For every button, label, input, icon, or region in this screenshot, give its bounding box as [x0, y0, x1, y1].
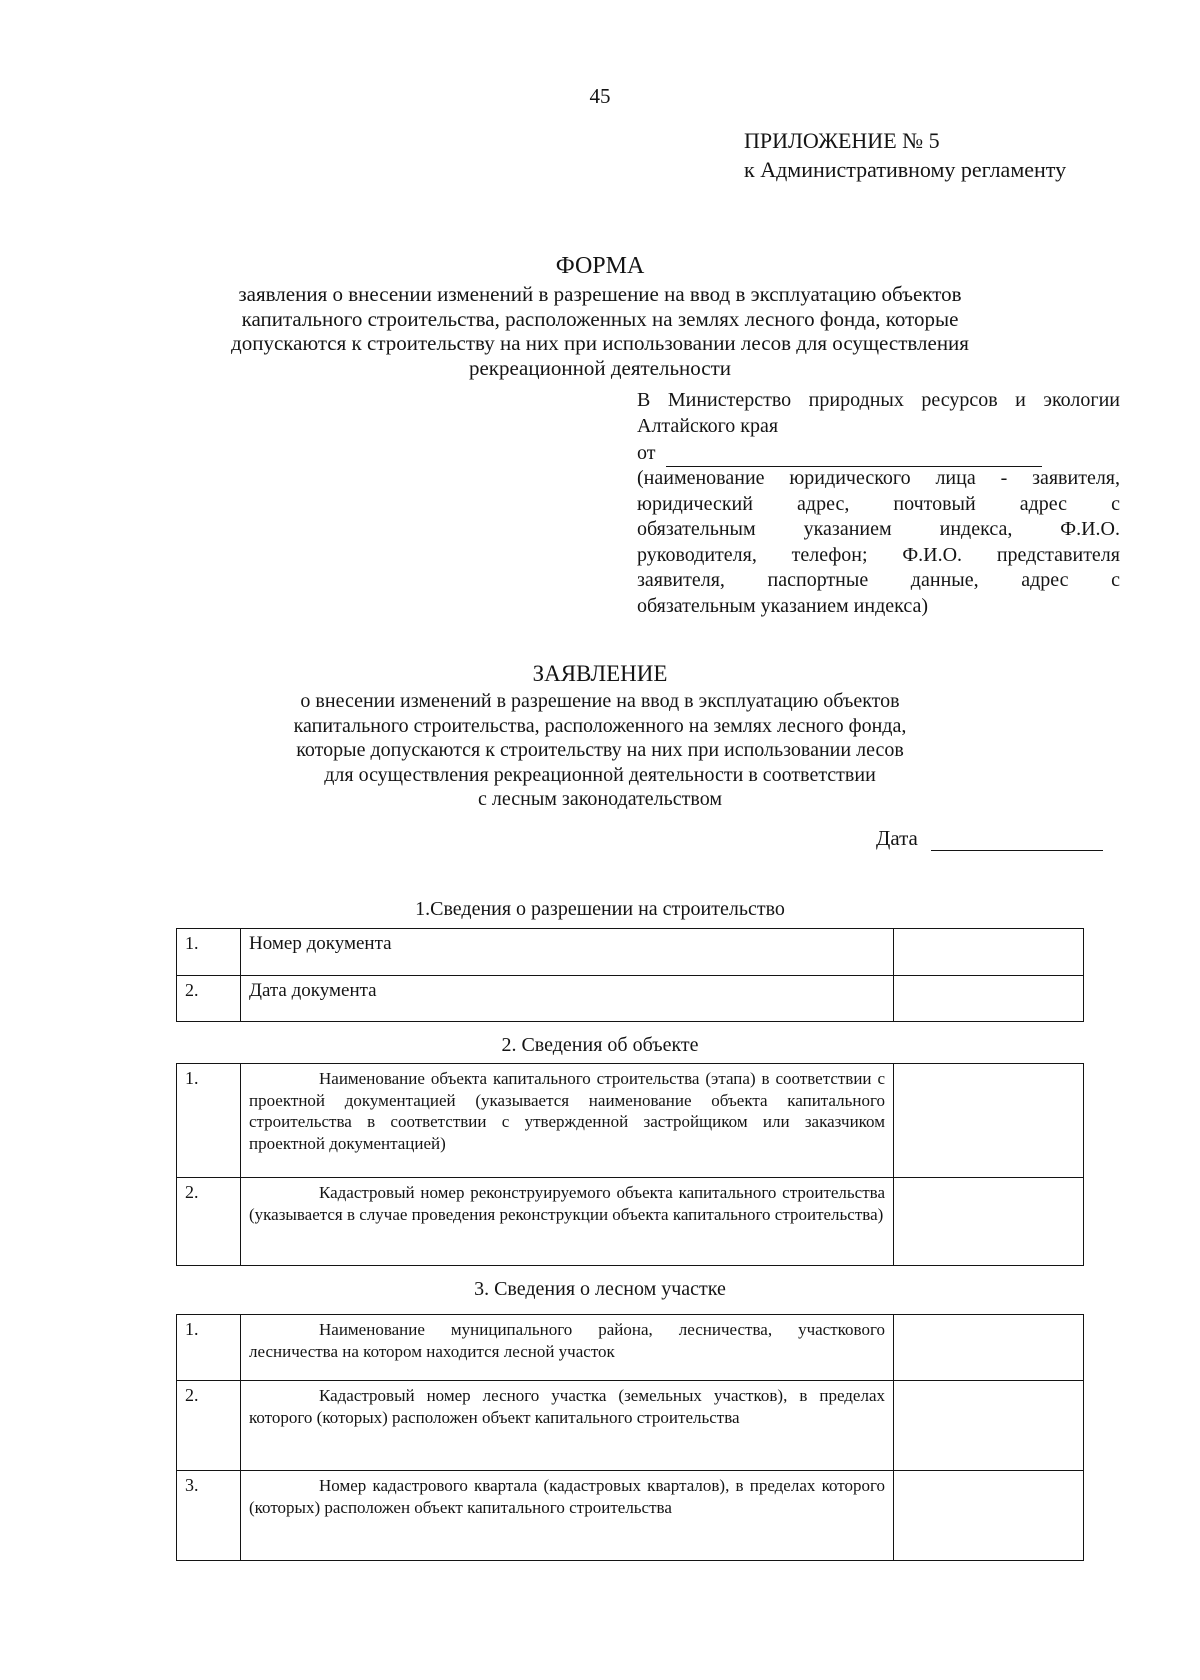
addressee-block [637, 388, 1120, 439]
date-field[interactable] [931, 830, 1103, 851]
row-value-cell[interactable] [894, 929, 1084, 976]
form-description-line: допускаются к строительству на них при использовании лесов для осуществления [231, 331, 969, 355]
row-label: Наименование объекта капитального строительства (этапа) в соответствии с проектной документацией (указывается наименование объекта капитального строительства в соответствии с утвержденной застройщиком или заказчиком проектной документацией) [241, 1064, 894, 1178]
section-2-table [176, 1063, 1084, 1266]
section-3-table [176, 1314, 1084, 1561]
application-description [0, 689, 1200, 812]
form-description-line: рекреационной деятельности [468, 355, 732, 380]
note-line: заявителя, паспортные данные, адрес с [637, 569, 1120, 591]
row-value-cell[interactable] [894, 1315, 1084, 1381]
form-description-line: заявления о внесении изменений в разрешение на ввод в эксплуатацию объектов [238, 282, 962, 306]
row-label: Номер документа [241, 929, 894, 976]
table-row [177, 1315, 1084, 1381]
section-1-table [176, 928, 1084, 1022]
row-number: 1. [177, 929, 241, 976]
appendix-title: ПРИЛОЖЕНИЕ № 5 [744, 128, 940, 153]
table-row [177, 976, 1084, 1022]
row-value-cell[interactable] [894, 1471, 1084, 1561]
application-description-line: капитального строительства, расположенного на землях лесного фонда, [293, 714, 907, 737]
note-line: юридический адрес, почтовый адрес с [637, 492, 1120, 515]
row-number: 2. [177, 1381, 241, 1471]
form-description [0, 282, 1200, 380]
row-value-cell[interactable] [894, 976, 1084, 1022]
addressee-line: Алтайского края [637, 414, 779, 437]
note-line: руководителя, телефон; Ф.И.О. представителя [637, 543, 1120, 566]
table-row [177, 1178, 1084, 1266]
appendix-subtitle: к Административному регламенту [744, 157, 1067, 182]
row-label: Кадастровый номер реконструируемого объекта капитального строительства (указывается в случае проведения реконструкции объекта капитального строительства) [241, 1178, 894, 1266]
application-heading: ЗАЯВЛЕНИЕ [532, 661, 668, 686]
row-number: 2. [177, 976, 241, 1022]
row-label: Номер кадастрового квартала (кадастровых кварталов), в пределах которого (которых) расположен объект капитального строительства [241, 1471, 894, 1561]
form-heading: ФОРМА [555, 253, 645, 279]
application-description-line: с лесным законодательством [478, 788, 722, 810]
note-line: обязательным указанием индекса) [637, 594, 928, 617]
from-field[interactable] [666, 446, 1042, 467]
addressee-line: В Министерство природных ресурсов и экологии [637, 389, 1120, 411]
application-description-line: которые допускаются к строительству на них при использовании лесов [296, 739, 904, 761]
section-3-title: 3. Сведения о лесном участке [474, 1278, 726, 1300]
row-value-cell[interactable] [894, 1064, 1084, 1178]
from-row [637, 441, 1120, 467]
note-line: (наименование юридического лица - заявителя, [637, 467, 1120, 489]
form-description-line: капитального строительства, расположенных на землях лесного фонда, которые [241, 306, 959, 331]
row-number: 3. [177, 1471, 241, 1561]
row-label: Дата документа [241, 976, 894, 1022]
row-number: 1. [177, 1315, 241, 1381]
table-row [177, 1471, 1084, 1561]
section-1-title: 1.Сведения о разрешении на строительство [415, 898, 785, 920]
table-row [177, 1381, 1084, 1471]
from-label: от [637, 442, 656, 464]
date-label: Дата [876, 826, 918, 850]
row-label: Наименование муниципального района, лесничества, участкового лесничества на котором находится лесной участок [241, 1315, 894, 1381]
application-description-line: для осуществления рекреационной деятельности в соответствии [324, 763, 876, 786]
applicant-details-note [637, 466, 1120, 619]
page-number: 45 [589, 84, 611, 108]
row-label: Кадастровый номер лесного участка (земельных участков), в пределах которого (которых) расположен объект капитального строительства [241, 1381, 894, 1471]
row-number: 2. [177, 1178, 241, 1266]
note-line: обязательным указанием индекса, Ф.И.О. [637, 518, 1120, 540]
section-2-title: 2. Сведения об объекте [501, 1034, 699, 1056]
table-row [177, 1064, 1084, 1178]
row-value-cell[interactable] [894, 1178, 1084, 1266]
table-row [177, 929, 1084, 976]
row-value-cell[interactable] [894, 1381, 1084, 1471]
row-number: 1. [177, 1064, 241, 1178]
application-description-line: о внесении изменений в разрешение на ввод в эксплуатацию объектов [300, 690, 900, 712]
date-row [876, 826, 1103, 851]
